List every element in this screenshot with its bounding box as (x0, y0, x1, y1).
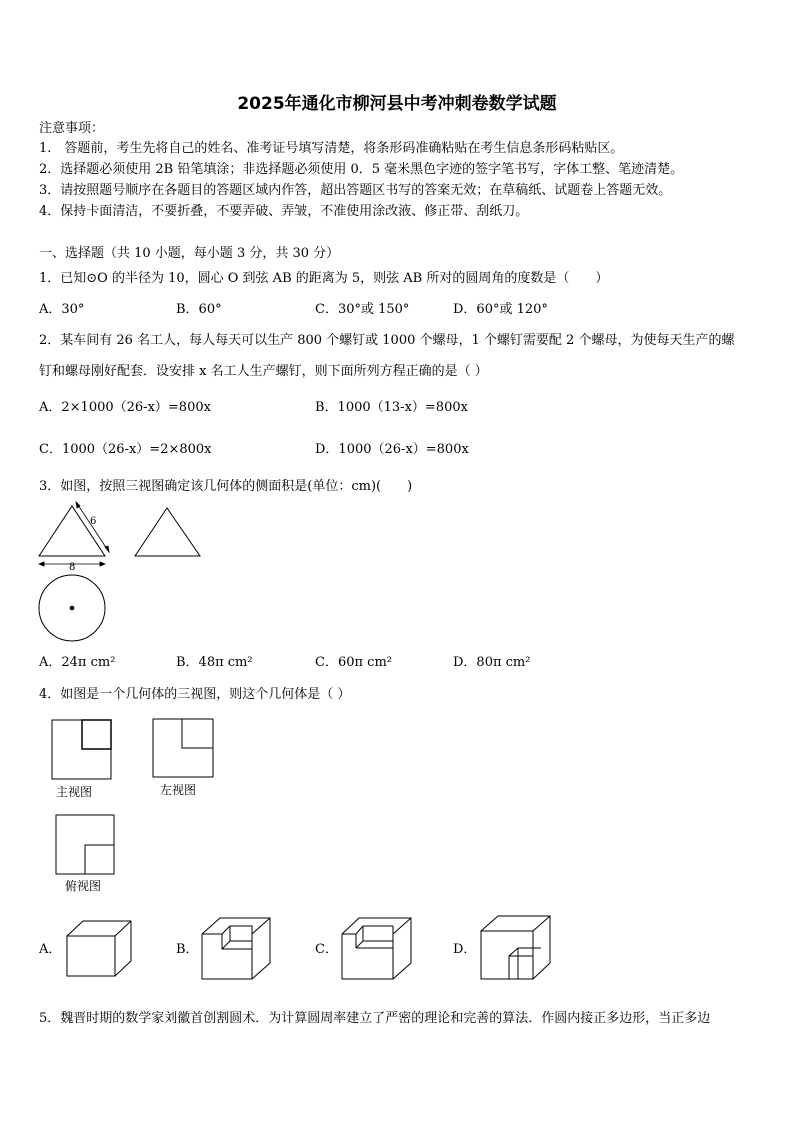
q4-view-label-left: 左视图 (160, 783, 197, 797)
q2-option-c: C．1000（26-x）=2×800x (39, 442, 212, 457)
q4-option-a-cube (67, 921, 131, 976)
q4-option-c: C． (315, 942, 338, 957)
q4-view-label-top: 俯视图 (65, 879, 102, 893)
q1-option-c: C．30°或 150° (315, 302, 410, 317)
q1-option-d: D．60°或 120° (453, 302, 548, 317)
q2-stem-line1: 2．某车间有 26 名工人，每人每天可以生产 800 个螺钉或 1000 个螺母，1 个螺钉需要配 2 个螺母，为使每天生产的螺 (39, 333, 735, 348)
q1-stem: 1．已知⊙O 的半径为 10，圆心 O 到弦 AB 的距离为 5，则弦 AB 所对的圆周角的度数是（ ） (39, 271, 609, 286)
q4-stem: 4．如图是一个几何体的三视图，则这个几何体是（ ） (39, 687, 351, 702)
q5-stem: 5．魏晋时期的数学家刘徽首创割圆术．为计算圆周率建立了严密的理论和完善的算法．作圆内接正多边形，当正多边 (39, 1011, 711, 1026)
q4-option-d-solid (481, 916, 550, 979)
q3-stem: 3．如图，按照三视图确定该几何体的侧面积是(单位：cm)( ) (39, 479, 413, 494)
q4-option-b-solid (202, 918, 270, 979)
q3-label-side: 6 (90, 516, 97, 527)
q4-option-c-solid (342, 918, 411, 979)
q4-view-label-front: 主视图 (56, 785, 93, 799)
q4-option-a: A． (39, 942, 62, 957)
q4-option-d: D． (453, 942, 477, 957)
q4-option-b: B． (176, 942, 199, 957)
q2-option-a: A．2×1000（26-x）=800x (39, 400, 211, 415)
q3-option-d: D．80π cm² (453, 655, 531, 670)
q3-option-b: B．48π cm² (176, 655, 253, 670)
q1-option-a: A．30° (39, 302, 85, 317)
section-heading: 一、选择题（共 10 小题，每小题 3 分，共 30 分） (39, 246, 340, 261)
notice-item-2: 2．选择题必须使用 2B 铅笔填涂；非选择题必须使用 0．5 毫米黑色字迹的签字笔书写，字体工整、笔迹清楚。 (39, 162, 684, 177)
q2-option-b: B．1000（13-x）=800x (315, 400, 468, 415)
notice-heading: 注意事项： (39, 121, 105, 136)
q3-option-c: C．60π cm² (315, 655, 392, 670)
q2-option-d: D．1000（26-x）=800x (315, 442, 469, 457)
q1-option-b: B．60° (176, 302, 222, 317)
notice-item-3: 3．请按照题号顺序在各题目的答题区域内作答，超出答题区书写的答案无效；在草稿纸、试题卷上答题无效。 (39, 183, 672, 198)
notice-item-4: 4．保持卡面清洁，不要折叠，不要弄破、弄皱，不准使用涂改液、修正带、刮纸刀。 (39, 204, 529, 219)
notice-item-1: 1. 答题前，考生先将自己的姓名、准考证号填写清楚，将条形码准确粘贴在考生信息条形码粘贴区。 (39, 141, 624, 156)
q3-label-base: 8 (69, 562, 76, 573)
q3-option-a: A．24π cm² (39, 655, 116, 670)
page-title: 2025年通化市柳河县中考冲刺卷数学试题 (237, 94, 557, 114)
q2-stem-line2: 钉和螺母刚好配套．设安排 x 名工人生产螺钉，则下面所列方程正确的是（ ） (39, 364, 488, 379)
